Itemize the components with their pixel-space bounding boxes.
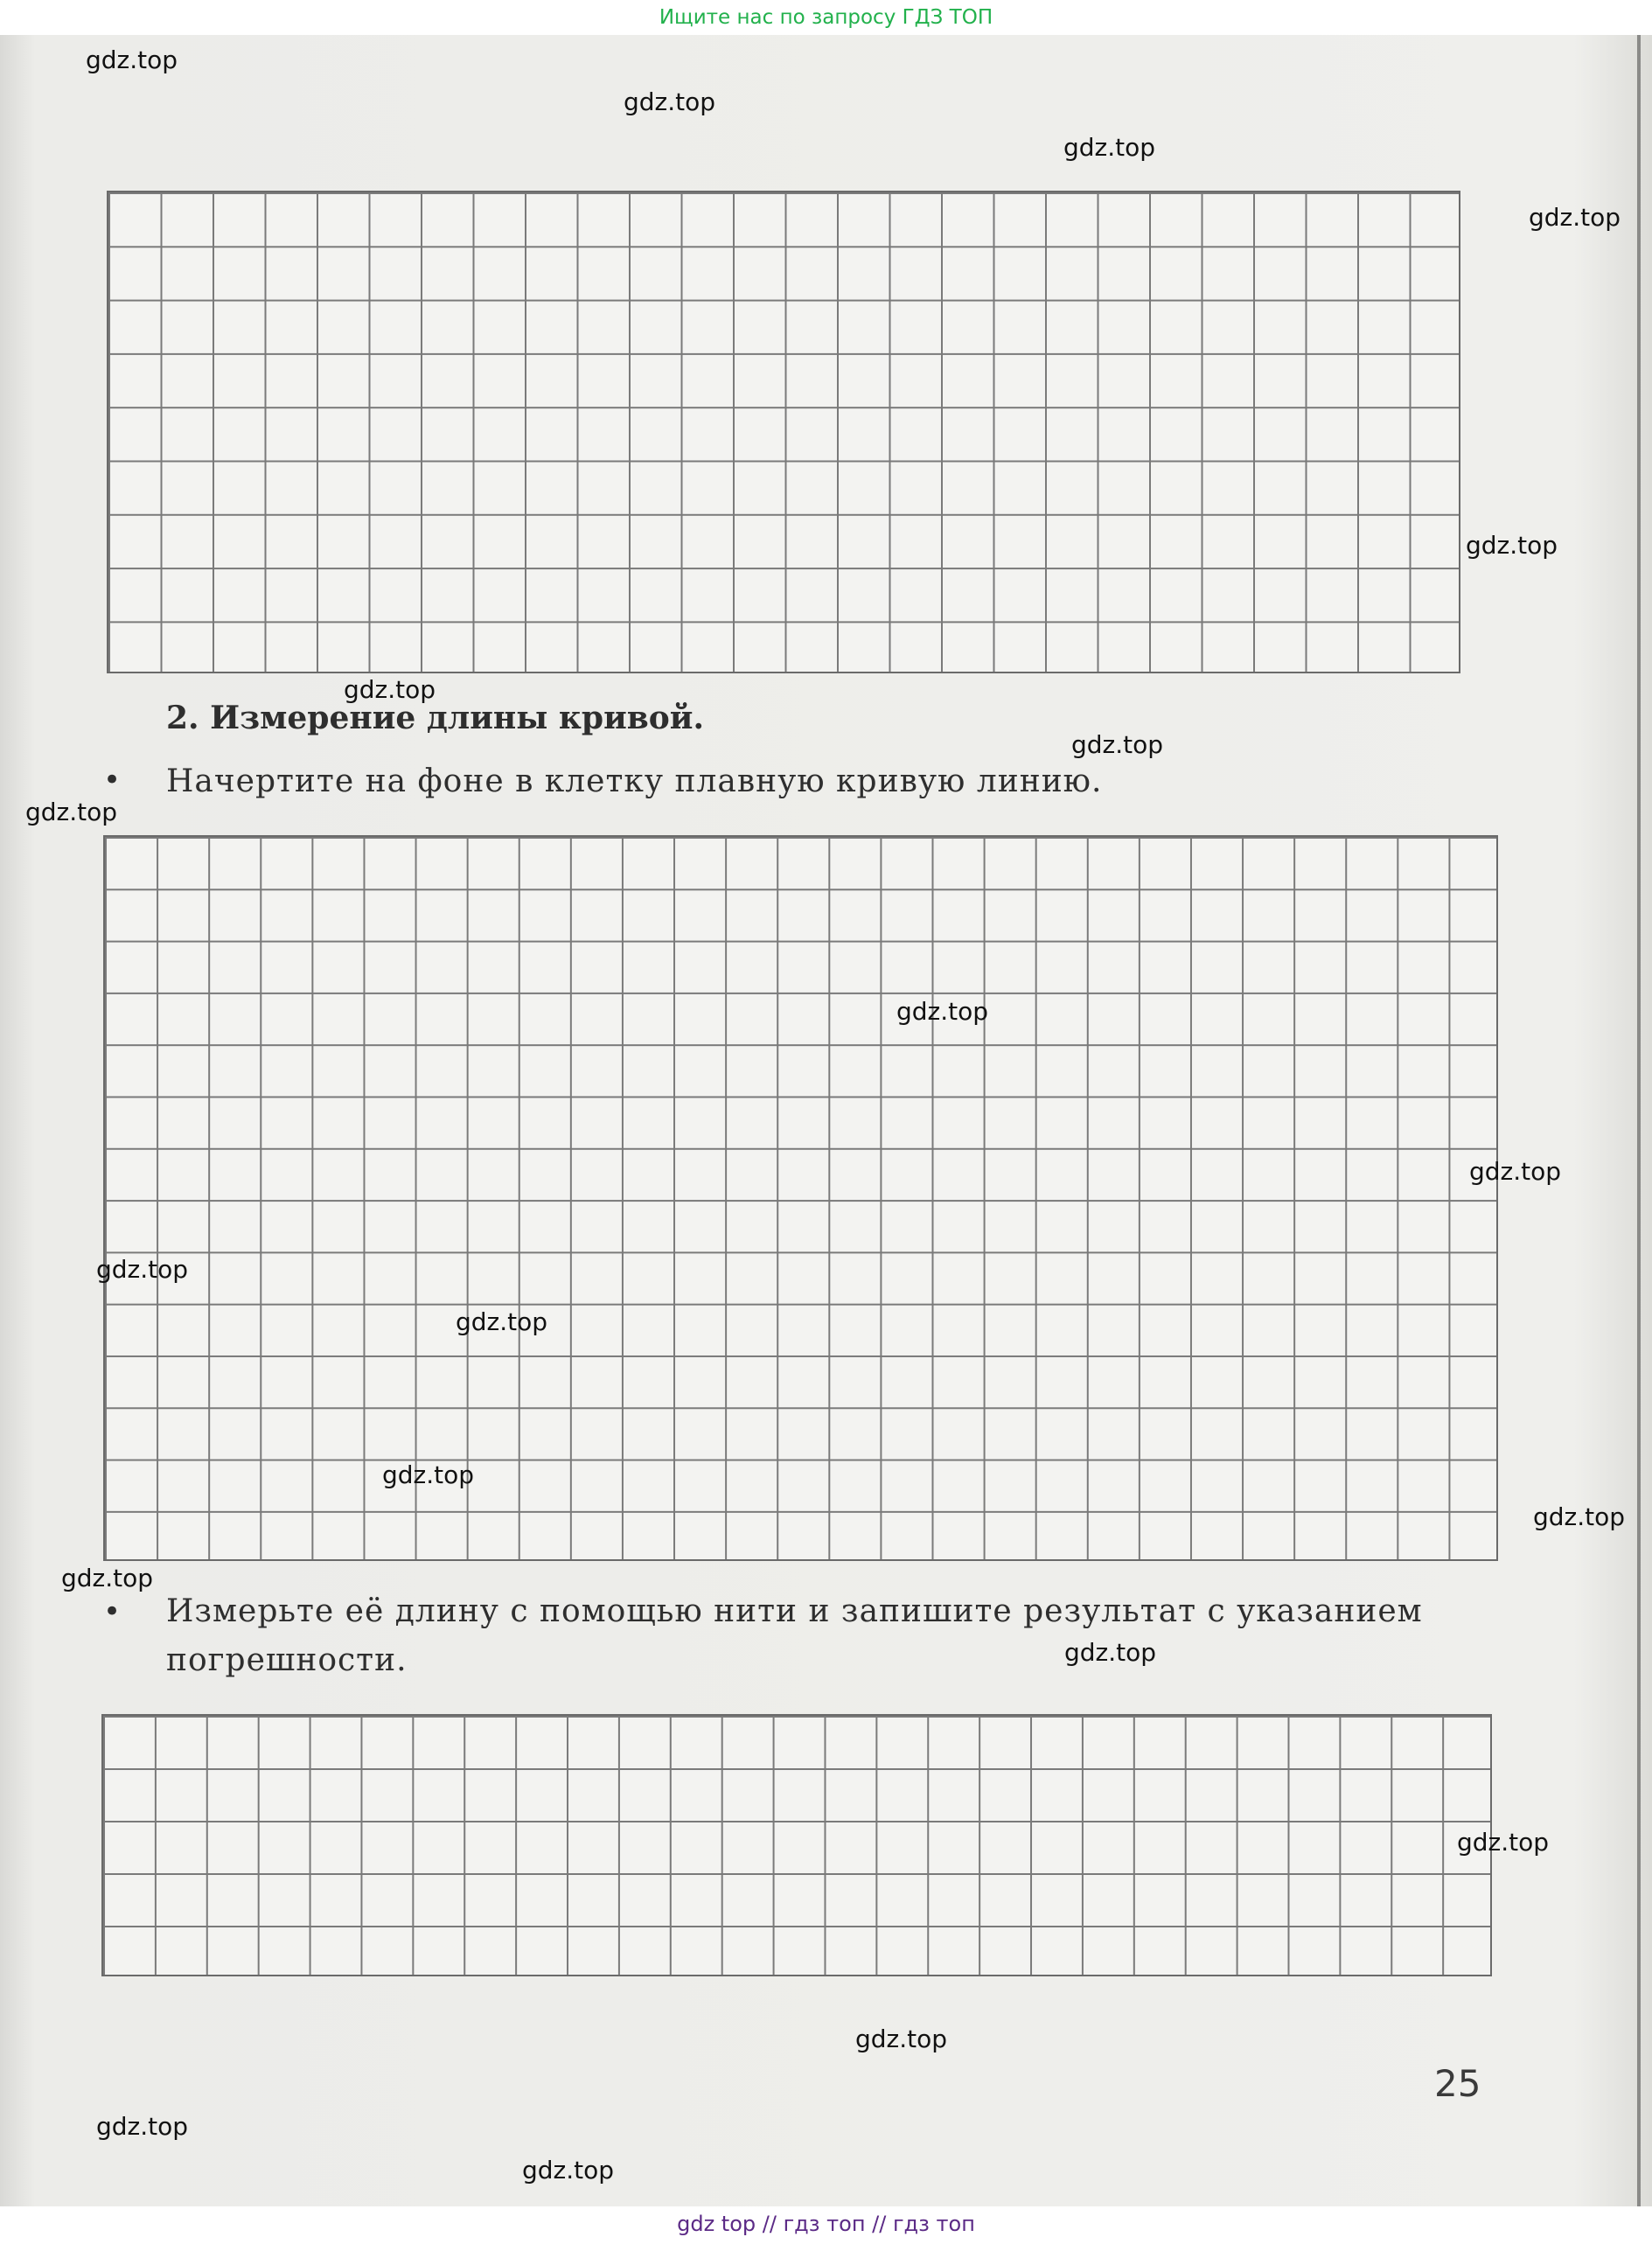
instruction-2: Измерьте её длину с помощью нити и запишите результат с указанием погрешности. bbox=[166, 1593, 1423, 1678]
section-heading: 2. Измерение длины кривой. bbox=[166, 700, 705, 736]
watermark: gdz.top bbox=[86, 45, 178, 74]
watermark: gdz.top bbox=[382, 1460, 475, 1489]
watermark: gdz.top bbox=[624, 87, 716, 116]
watermark: gdz.top bbox=[96, 1255, 189, 1284]
watermark: gdz.top bbox=[1063, 133, 1156, 162]
instruction-1: Начертите на фоне в клетку плавную кривую линию. bbox=[166, 763, 1103, 799]
page-number: 25 bbox=[1434, 2062, 1481, 2105]
watermark: gdz.top bbox=[1064, 1638, 1157, 1667]
watermark: gdz.top bbox=[344, 675, 436, 704]
watermark: gdz.top bbox=[1466, 531, 1558, 560]
watermark: gdz.top bbox=[1457, 1828, 1550, 1857]
top-banner[interactable]: Ищите нас по запросу ГДЗ ТОП bbox=[0, 0, 1652, 35]
page-edge-shadow bbox=[1637, 35, 1641, 2213]
graph-grid-bottom[interactable] bbox=[101, 1714, 1492, 1976]
watermark: gdz.top bbox=[1469, 1157, 1562, 1186]
bullet-icon: • bbox=[103, 763, 122, 798]
watermark: gdz.top bbox=[1529, 203, 1621, 232]
watermark: gdz.top bbox=[456, 1307, 548, 1336]
bullet-icon: • bbox=[103, 1594, 122, 1629]
watermark: gdz.top bbox=[1533, 1502, 1626, 1531]
watermark: gdz.top bbox=[25, 798, 118, 826]
graph-grid-top[interactable] bbox=[107, 191, 1460, 673]
watermark: gdz.top bbox=[61, 1564, 154, 1592]
watermark: gdz.top bbox=[896, 997, 989, 1026]
watermark: gdz.top bbox=[1071, 730, 1164, 759]
footer-links[interactable]: gdz top // гдз топ // гдз топ bbox=[677, 2212, 975, 2236]
watermark: gdz.top bbox=[522, 2156, 615, 2185]
watermark: gdz.top bbox=[96, 2112, 189, 2141]
watermark: gdz.top bbox=[855, 2024, 948, 2053]
graph-grid-middle[interactable] bbox=[103, 835, 1498, 1561]
